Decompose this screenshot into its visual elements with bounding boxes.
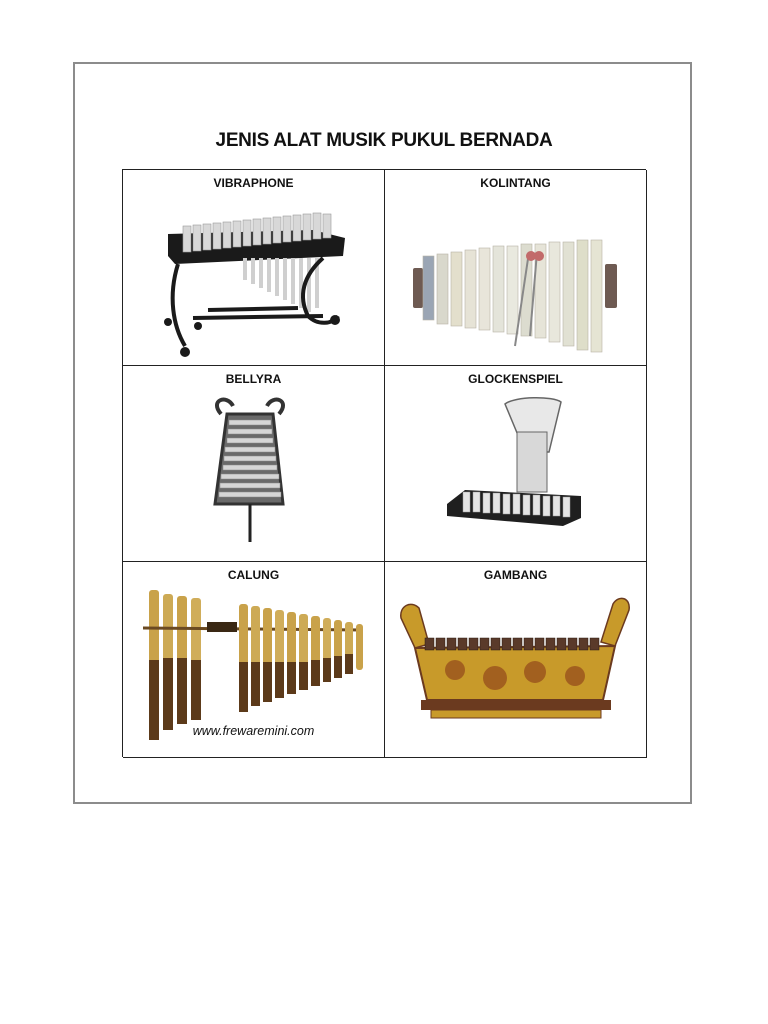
cell-bellyra <box>123 366 385 562</box>
cell-vibraphone <box>123 170 385 366</box>
instrument-grid <box>122 169 646 757</box>
gambang-illustration <box>385 588 647 758</box>
cell-kolintang <box>385 170 647 366</box>
label-calung: CALUNG <box>227 568 280 582</box>
page-title: JENIS ALAT MUSIK PUKUL BERNADA <box>215 130 553 151</box>
label-gambang: GAMBANG <box>483 568 548 582</box>
cell-glockenspiel <box>385 366 647 562</box>
cell-calung <box>123 562 385 758</box>
watermark: www.frewaremini.com <box>192 724 315 738</box>
bellyra-illustration <box>123 392 385 562</box>
label-bellyra: BELLYRA <box>225 372 282 386</box>
vibraphone-illustration <box>123 196 385 366</box>
label-kolintang: KOLINTANG <box>480 176 551 190</box>
kolintang-illustration <box>385 196 647 366</box>
cell-gambang <box>385 562 647 758</box>
label-glockenspiel: GLOCKENSPIEL <box>468 372 563 386</box>
glockenspiel-illustration <box>385 392 647 562</box>
label-vibraphone: VIBRAPHONE <box>213 176 294 190</box>
